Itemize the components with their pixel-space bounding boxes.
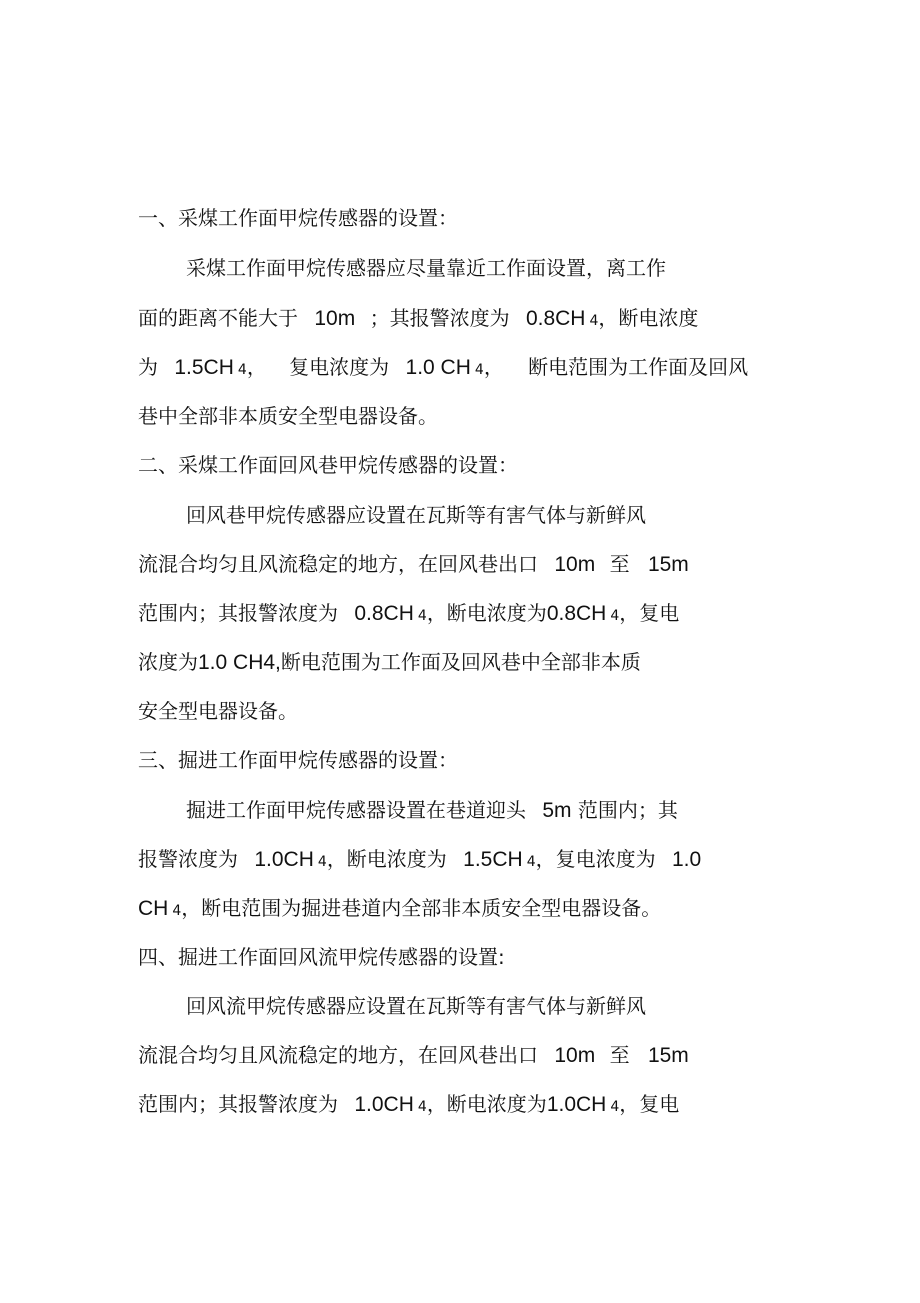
value-run: 1.0 CH: [405, 356, 471, 379]
text-run: ，复电: [619, 1092, 680, 1116]
text-run: 流混合均匀且风流稳定的地方，在回风巷出口: [138, 552, 538, 576]
subscript: 4: [610, 608, 620, 624]
text-run: 掘进工作面甲烷传感器设置在巷道迎头: [186, 798, 526, 822]
section-heading-1: 一、采煤工作面甲烷传感器的设置：: [138, 206, 458, 230]
paragraph-line: [138, 894, 661, 922]
paragraph-line: [138, 1041, 689, 1069]
text-run: 至: [609, 1043, 630, 1067]
paragraph-line: 巷中全部非本质安全型电器设备。: [138, 404, 438, 428]
value-run: 1.0CH: [254, 848, 314, 871]
paragraph-line: [138, 1090, 679, 1118]
value-run: 1.5CH: [174, 356, 234, 379]
text-run: 浓度为: [138, 650, 198, 674]
value-run: 1.0CH: [354, 1093, 414, 1116]
value-run: 0.8CH: [354, 602, 414, 625]
text-run: ，断电浓度为: [426, 1092, 547, 1116]
value-run: 10m: [554, 553, 596, 576]
text-run: 断电范围为工作面及回风: [528, 355, 749, 379]
text-run: ，复电: [619, 601, 680, 625]
paragraph-line: [186, 796, 678, 824]
section-heading-3: 三、掘进工作面甲烷传感器的设置：: [138, 748, 458, 772]
text-run: ，断电范围为掘进巷道内全部非本质安全型电器设备。: [181, 896, 662, 920]
text-run: ，: [246, 355, 267, 379]
value-run: 15m: [647, 1044, 689, 1067]
text-run: ，断电浓度为: [326, 847, 447, 871]
subscript: 4: [417, 608, 427, 624]
text-run: 断电范围为工作面及回风巷中全部非本质: [280, 650, 641, 674]
subscript: 4: [526, 854, 536, 870]
paragraph-line: 安全型电器设备。: [138, 699, 298, 723]
text-run: 范围内；其报警浓度为: [138, 601, 338, 625]
value-run: 1.5CH: [463, 848, 523, 871]
value-run: 15m: [647, 553, 689, 576]
text-run: 复电浓度为: [289, 355, 390, 379]
text-run: 为: [138, 355, 158, 379]
value-run: 1.0CH: [546, 1093, 607, 1116]
paragraph-line: [138, 550, 689, 578]
text-run: 面的距离不能大于: [138, 306, 298, 330]
text-run: 范围内；其: [577, 798, 678, 822]
subscript: 4: [474, 362, 484, 378]
section-heading-4: 四、掘进工作面回风流甲烷传感器的设置:: [138, 945, 505, 969]
paragraph-line: [138, 304, 698, 332]
paragraph-line: [138, 353, 748, 381]
text-run: ；其报警浓度为: [369, 306, 510, 330]
value-run: 1.0 CH4,: [198, 651, 281, 674]
paragraph-line: [138, 599, 679, 627]
text-run: ，复电浓度为: [535, 847, 656, 871]
subscript: 4: [317, 854, 327, 870]
text-run: ，断电浓度为: [426, 601, 547, 625]
paragraph-line: 回风流甲烷传感器应设置在瓦斯等有害气体与新鲜风: [186, 994, 646, 1018]
value-run: 1.0: [671, 848, 702, 871]
text-run: 至: [609, 552, 630, 576]
subscript: 4: [610, 1099, 620, 1115]
value-run: 0.8CH: [546, 602, 607, 625]
paragraph-line: [138, 648, 641, 676]
paragraph-line: [138, 845, 701, 873]
value-run: 0.8CH: [525, 307, 586, 330]
value-run: 5m: [542, 799, 572, 822]
text-run: ，: [483, 355, 504, 379]
text-run: ，断电浓度: [598, 306, 699, 330]
value-run: CH: [138, 897, 169, 920]
paragraph-line: 采煤工作面甲烷传感器应尽量靠近工作面设置，离工作: [186, 256, 666, 280]
subscript: 4: [417, 1099, 427, 1115]
value-run: 10m: [314, 307, 356, 330]
text-run: 范围内；其报警浓度为: [138, 1092, 338, 1116]
value-run: 10m: [554, 1044, 596, 1067]
paragraph-line: 回风巷甲烷传感器应设置在瓦斯等有害气体与新鲜风: [186, 503, 646, 527]
text-run: 报警浓度为: [138, 847, 238, 871]
subscript: 4: [589, 313, 599, 329]
subscript: 4: [172, 903, 182, 919]
subscript: 4: [237, 362, 247, 378]
text-run: 流混合均匀且风流稳定的地方，在回风巷出口: [138, 1043, 538, 1067]
section-heading-2: 二、采煤工作面回风巷甲烷传感器的设置：: [138, 453, 518, 477]
